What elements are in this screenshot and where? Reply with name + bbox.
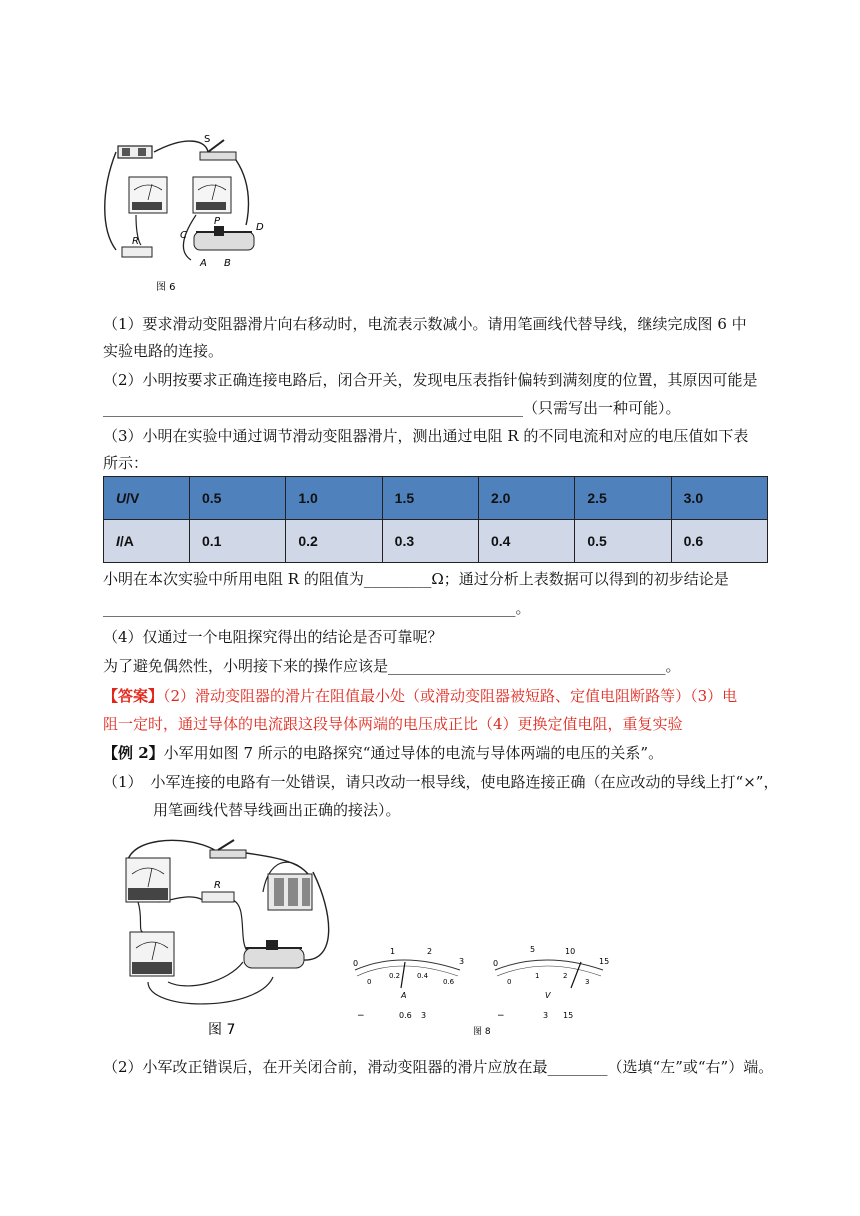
ammeter-terminal: 3 [421, 1011, 427, 1020]
q3-line1: （3）小明在实验中通过调节滑动变阻器滑片，测出通过电阻 R 的不同电流和对应的电压值如下表 [103, 427, 749, 445]
fig7-resistor-label: R [214, 880, 221, 891]
table-cell: 0.6 [671, 520, 767, 563]
ammeter-top-tick: 1 [390, 947, 396, 956]
figure-6-caption: 图 6 [156, 282, 176, 293]
example2-q1-num: （1） [103, 773, 143, 791]
example2-q1-text: 小军连接的电路有一处错误，请只改动一根导线，使电路连接正确（在应改动的导线上打“×”， [150, 773, 779, 791]
figure-8-meters [345, 940, 625, 1038]
ammeter-top-tick: 0 [353, 959, 359, 968]
table-cell: 0.1 [190, 520, 286, 563]
ammeter-dial [353, 947, 464, 1021]
ammeter-top-tick: 3 [459, 957, 465, 966]
voltmeter-unit: V [545, 991, 551, 1000]
example2-text: 小军用如图 7 所示的电路探究“通过导体的电流与导体两端的电压的关系”。 [163, 744, 664, 762]
table-header-current: I/A [104, 520, 190, 563]
table-cell: 0.3 [382, 520, 478, 563]
voltmeter-top-tick: 5 [530, 945, 536, 954]
terminal-a-label: A [200, 258, 207, 269]
answer-line2: 阻一定时，通过导体的电流跟这段导体两端的电压成正比（4）更换定值电阻，重复实验 [103, 715, 683, 733]
voltmeter-top-tick: 0 [493, 959, 499, 968]
voltmeter-terminal: 15 [563, 1011, 574, 1020]
ammeter-bottom-tick: 0 [367, 978, 372, 986]
figure-7-caption: 图 7 [208, 1022, 236, 1038]
table-row-voltage [104, 477, 768, 520]
q2-line2: ________________________________________________________（只需写出一种可能）。 [103, 399, 681, 417]
q1-line2: 实验电路的连接。 [103, 342, 224, 360]
switch-label: S [204, 134, 211, 145]
ammeter-terminal: − [357, 1011, 365, 1021]
table-cell: 0.4 [478, 520, 574, 563]
example2-q1-line1 [103, 772, 778, 792]
table-cell: 0.2 [286, 520, 382, 563]
slider-p-label: P [214, 216, 221, 227]
table-cell: 2.5 [575, 477, 671, 520]
example2-q1-line2: 用笔画线代替导线画出正确的接法）。 [153, 801, 401, 819]
table-cell: 3.0 [671, 477, 767, 520]
terminal-b-label: B [224, 258, 231, 269]
q1-line1: （1）要求滑动变阻器滑片向右移动时，电流表示数减小。请用笔画线代替导线，继续完成图 6 中 [103, 315, 747, 333]
q3b-line1: 小明在本次实验中所用电阻 R 的阻值为_________Ω；通过分析上表数据可以得到的初步结论是 [103, 570, 729, 588]
answer-text-1: （2）滑动变阻器的滑片在阻值最小处（或滑动变阻器被短路、定值电阻断路等）（3）电 [163, 687, 738, 705]
voltmeter-top-tick: 15 [599, 957, 610, 966]
voltmeter-top-tick: 10 [565, 947, 576, 956]
table-row-current [104, 520, 768, 563]
example2-heading [103, 743, 663, 763]
terminal-d-label: D [256, 222, 264, 233]
answer-line1 [103, 686, 737, 706]
figure-8-caption: 图 8 [473, 1027, 491, 1037]
voltmeter-bottom-tick: 2 [563, 972, 568, 980]
voltmeter-terminal: − [497, 1011, 505, 1021]
ammeter-unit: A [401, 991, 407, 1000]
voltmeter-bottom-tick: 3 [585, 978, 590, 986]
voltmeter-dial [493, 945, 609, 1021]
table-cell: 0.5 [190, 477, 286, 520]
ammeter-bottom-tick: 0.4 [417, 972, 429, 980]
ammeter-bottom-tick: 0.2 [389, 972, 401, 980]
answer-tag: 【答案】 [103, 687, 164, 705]
table-cell: 0.5 [575, 520, 671, 563]
figure-6-circuit [96, 130, 266, 295]
figure-7-circuit [108, 832, 338, 1040]
resistor-label: R [132, 236, 139, 247]
table-cell: 2.0 [478, 477, 574, 520]
example2-tag: 【例 2】 [103, 744, 164, 762]
data-table [103, 476, 768, 563]
q2-line1: （2）小明按要求正确连接电路后，闭合开关，发现电压表指针偏转到满刻度的位置，其原因可能是 [103, 371, 758, 389]
ammeter-top-tick: 2 [427, 947, 433, 956]
ammeter-terminal: 0.6 [399, 1011, 412, 1020]
table-header-voltage: U/V [104, 477, 190, 520]
q4-line2: 为了避免偶然性，小明接下来的操作应该是_____________________________________。 [103, 657, 681, 675]
example2-q2: （2）小军改正错误后，在开关闭合前，滑动变阻器的滑片应放在最________（选填“左”或“右”）端。 [103, 1058, 774, 1076]
q4-line1: （4）仅通过一个电阻探究得出的结论是否可靠呢？ [103, 628, 443, 646]
voltmeter-bottom-tick: 1 [535, 972, 540, 980]
table-cell: 1.0 [286, 477, 382, 520]
voltmeter-bottom-tick: 0 [507, 978, 512, 986]
terminal-c-label: C [180, 230, 187, 241]
ammeter-bottom-tick: 0.6 [443, 978, 455, 986]
voltmeter-terminal: 3 [543, 1011, 549, 1020]
table-cell: 1.5 [382, 477, 478, 520]
q3b-line2: _______________________________________________________。 [103, 599, 531, 617]
q3-line2: 所示： [103, 454, 149, 472]
